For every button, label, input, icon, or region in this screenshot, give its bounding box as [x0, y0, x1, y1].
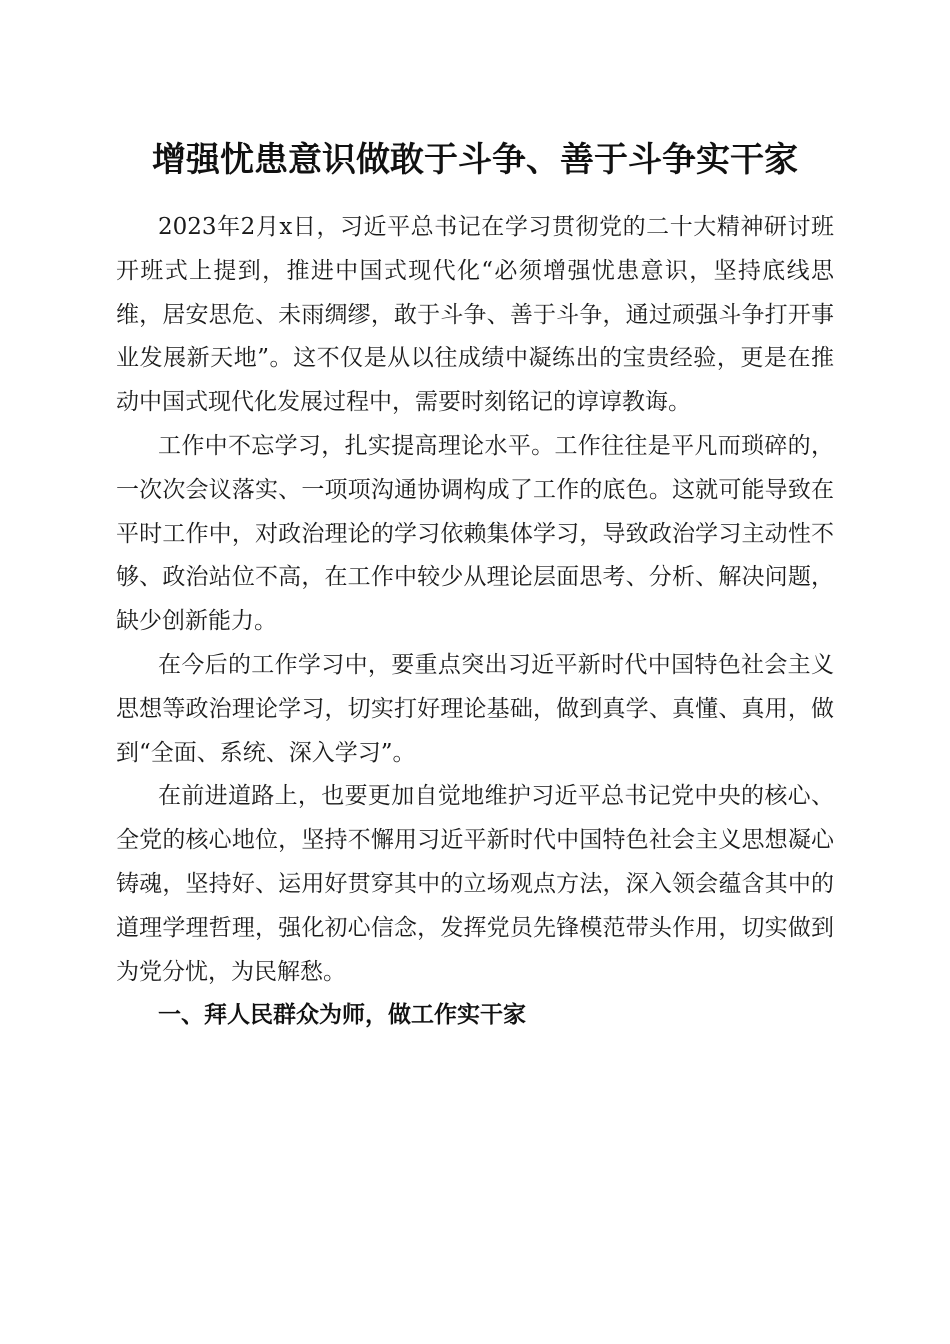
- paragraph: 2023年2月x日，习近平总书记在学习贯彻党的二十大精神研讨班开班式上提到，推进中国式现代化“必须增强忧患意识，坚持底线思维，居安思危、未雨绸缪，敢于斗争、善于斗争，通过顽强斗争打开事业发展新天地”。这不仅是从以往成绩中凝练出的宝贵经验，更是在推动中国式现代化发展过程中，需要时刻铭记的谆谆教诲。: [116, 214, 834, 416]
- paragraph: 工作中不忘学习，扎实提高理论水平。工作往往是平凡而琐碎的，一次次会议落实、一项项沟通协调构成了工作的底色。这就可能导致在平时工作中，对政治理论的学习依赖集体学习，导致政治学习主动性不够、政治站位不高，在工作中较少从理论层面思考、分析、解决问题，缺少创新能力。: [116, 432, 834, 635]
- paragraph: 在前进道路上，也要更加自觉地维护习近平总书记党中央的核心、全党的核心地位，坚持不懈用习近平新时代中国特色社会主义思想凝心铸魂，坚持好、运用好贯穿其中的立场观点方法，深入领会蕴含其中的道理学理哲理，强化初心信念，发挥党员先锋模范带头作用，切实做到为党分忧，为民解愁。: [116, 783, 834, 985]
- document-body: [116, 206, 834, 1038]
- section-heading: 一、拜人民群众为师，做工作实干家: [158, 1002, 526, 1029]
- paragraph: 在今后的工作学习中，要重点突出习近平新时代中国特色社会主义思想等政治理论学习，切实打好理论基础，做到真学、真懂、真用，做到“全面、系统、深入学习”。: [116, 651, 834, 766]
- document-title: 增强忧患意识做敢于斗争、善于斗争实干家: [152, 140, 798, 180]
